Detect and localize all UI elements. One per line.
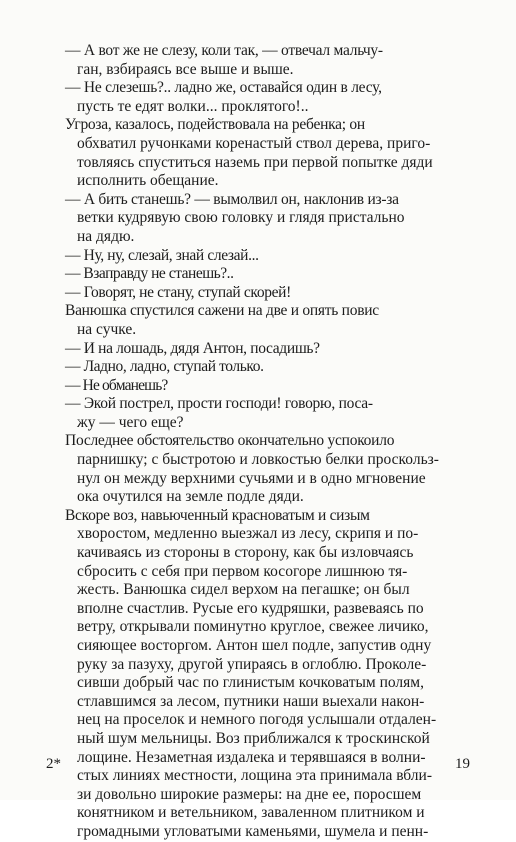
paragraph xyxy=(65,507,470,842)
paragraph xyxy=(65,302,470,339)
text-line: сияющее восторгом. Антон шел подле, запустив одну xyxy=(77,637,432,654)
text-line: — Ладно, ладно, ступай только. xyxy=(65,358,264,376)
paragraph xyxy=(65,358,470,377)
text-line: — Говорят, не стану, ступай скорей! xyxy=(65,283,291,301)
text-line: — Ну, ну, слезай, знай слезай... xyxy=(65,246,259,264)
text-line: стых линиях местности, лощина эта принимала вбли- xyxy=(77,767,433,785)
text-line: сбросить с себя при первом косогоре лишнюю тя- xyxy=(77,562,408,580)
text-line: ока очутился на земле подле дяди. xyxy=(77,488,304,506)
text-line: ветру, открывали поминутно круглое, свежее личико, xyxy=(77,618,429,636)
text-line: лощине. Незаметная издалека и терявшаяся в волни- xyxy=(77,748,426,766)
text-line: сивши добрый час по глинистым кочковатым полям, xyxy=(77,674,424,692)
text-line: пусть те едят волки... проклятого!.. xyxy=(77,97,309,115)
text-line: качиваясь из стороны в сторону, как бы изловчаясь xyxy=(77,544,414,562)
text-line: Ванюшка спустился сажени на две и опять повис xyxy=(65,302,379,320)
text-line: — А вот же не слезу, коли так, — отвечал мальчу- xyxy=(65,42,383,59)
text-line: жесть. Ванюшка сидел верхом на пегашке; он был xyxy=(77,581,410,599)
paragraph xyxy=(65,247,470,266)
text-line: жу — чего еще? xyxy=(77,413,184,431)
text-line: нул он между верхними сучьями и в одно мгновение xyxy=(77,469,426,487)
text-line: ган, взбираясь все выше и выше. xyxy=(77,60,294,78)
text-line: на сучке. xyxy=(77,320,137,338)
text-line: исполнить обещание. xyxy=(77,172,219,190)
text-line: на дядю. xyxy=(77,227,135,245)
text-line: конятником и ветельником, заваленном плитником и xyxy=(77,804,425,822)
paragraph xyxy=(65,340,470,359)
text-line: Последнее обстоятельство окончательно успокоило xyxy=(65,432,395,450)
text-line: вполне счастлив. Русые его кудряшки, развеваясь по xyxy=(77,599,424,617)
text-line: хворостом, медленно выезжал из лесу, скрипя и по- xyxy=(77,525,419,543)
text-line: товляясь спуститься наземь при первой попытке дяди xyxy=(77,153,433,171)
text-line: ный шум мельницы. Воз приближался к троскинской xyxy=(77,729,430,747)
text-line: ветки кудрявую свою головку и глядя пристально xyxy=(77,209,405,227)
text-line: обхватил ручонками коренастый ствол дерева, приго- xyxy=(77,134,431,152)
text-line: — Не слезешь?.. ладно же, оставайся один в лесу, xyxy=(65,79,382,97)
text-line: — Взаправду не станешь?.. xyxy=(65,265,234,283)
paragraph xyxy=(65,377,470,396)
text-line: зи довольно широкие размеры: на дне ее, поросшем xyxy=(77,785,422,803)
text-line: стлавшимся за лесом, путники наши выехали након- xyxy=(77,692,425,710)
printer-signature-mark: 2* xyxy=(46,756,61,772)
text-line: нец на проселок и немного погодя услышали отдален- xyxy=(77,711,437,729)
text-line: Угроза, казалось, подействовала на ребенка; он xyxy=(65,116,365,134)
text-line: — А бить станешь? — вымолвил он, наклонив из-за xyxy=(65,190,399,208)
text-line: громадными угловатыми каменьями, шумела и пенн- xyxy=(77,822,429,840)
page-footer xyxy=(0,756,516,780)
text-line: — И на лошадь, дядя Антон, посадишь? xyxy=(65,339,320,357)
body-text xyxy=(65,42,470,842)
text-line: — Не обманешь? xyxy=(65,376,168,394)
text-line: Вскоре воз, навьюченный красноватым и сизым xyxy=(65,506,370,524)
paragraph xyxy=(65,284,470,303)
text-line: — Экой пострел, прости господи! говорю, поса- xyxy=(65,395,373,413)
text-line: парнишку; с быстротою и ловкостью белки проскольз- xyxy=(77,451,439,469)
paragraph xyxy=(65,79,470,116)
paragraph xyxy=(65,42,470,79)
paragraph xyxy=(65,395,470,432)
paragraph xyxy=(65,265,470,284)
page-number: 19 xyxy=(455,756,470,772)
paragraph xyxy=(65,116,470,190)
paragraph xyxy=(65,432,470,506)
paragraph xyxy=(65,191,470,247)
text-line: руку за пазуху, другой упираясь в оглоблю. Проколе- xyxy=(77,655,427,673)
